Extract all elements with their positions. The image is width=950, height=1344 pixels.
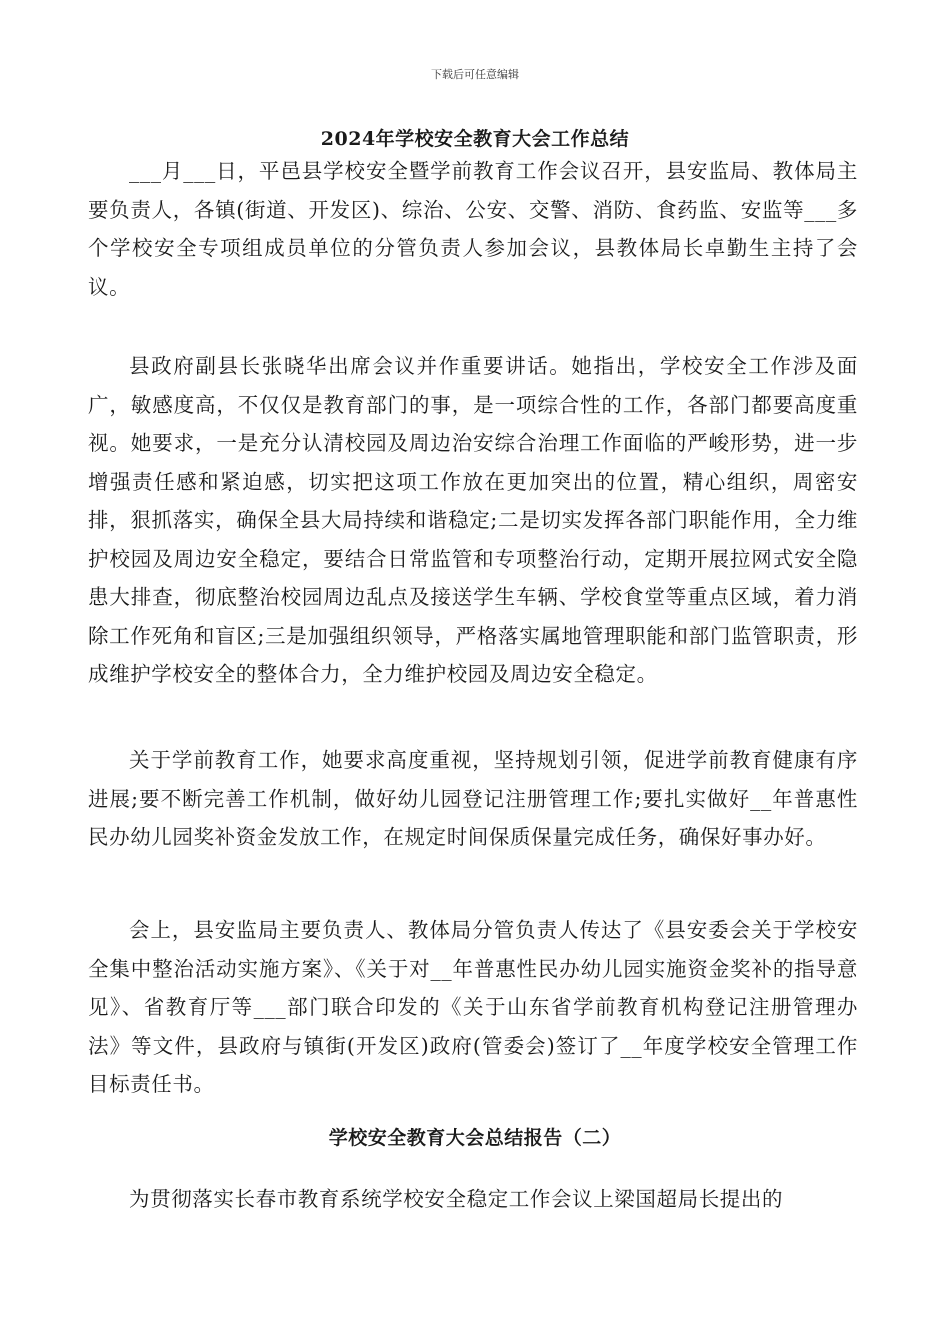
- header-note: 下载后可任意编辑: [431, 68, 519, 81]
- document-title: 2024年学校安全教育大会工作总结: [320, 128, 630, 150]
- paragraph-text: ___月___日，平邑县学校安全暨学前教育工作会议召开，县安监局、教体局主要负责人，各镇(街道、开发区)、综治、公安、交警、消防、食药监、安监等___多个学校安全专项组成员单位的分管负责人参加会议，县教体局长卓勤生主持了会议。: [88, 159, 858, 299]
- section-subtitle: 学校安全教育大会总结报告（二）: [328, 1127, 622, 1149]
- paragraph-3: [88, 741, 858, 857]
- paragraph-5: [88, 1180, 858, 1219]
- paragraph-1: [88, 152, 858, 306]
- paragraph-text: 为贯彻落实长春市教育系统学校安全稳定工作会议上梁国超局长提出的: [129, 1187, 784, 1211]
- paragraph-2: [88, 347, 858, 694]
- paragraph-text: 县政府副县长张晓华出席会议并作重要讲话。她指出，学校安全工作涉及面广，敏感度高，不仅仅是教育部门的事，是一项综合性的工作，各部门都要高度重视。她要求，一是充分认清校园及周边治安综合治理工作面临的严峻形势，进一步增强责任感和紧迫感，切实把这项工作放在更加突出的位置，精心组织，周密安排，狠抓落实，确保全县大局持续和谐稳定;二是切实发挥各部门职能作用，全力维护校园及周边安全稳定，要结合日常监管和专项整治行动，定期开展拉网式安全隐患大排查，彻底整治校园周边乱点及接送学生车辆、学校食堂等重点区域，着力消除工作死角和盲区;三是加强组织领导，严格落实属地管理职能和部门监管职责，形成维护学校安全的整体合力，全力维护校园及周边安全稳定。: [88, 354, 858, 686]
- paragraph-text: 关于学前教育工作，她要求高度重视，坚持规划引领，促进学前教育健康有序进展;要不断完善工作机制，做好幼儿园登记注册管理工作;要扎实做好__年普惠性民办幼儿园奖补资金发放工作，在规定时间保质保量完成任务，确保好事办好。: [88, 748, 858, 849]
- paragraph-4: [88, 911, 858, 1104]
- paragraph-text: 会上，县安监局主要负责人、教体局分管负责人传达了《县安委会关于学校安全集中整治活动实施方案》、《关于对__年普惠性民办幼儿园实施资金奖补的指导意见》、省教育厅等___部门联合印发的《关于山东省学前教育机构登记注册管理办法》等文件，县政府与镇街(开发区)政府(管委会)签订了__年度学校安全管理工作目标责任书。: [88, 918, 858, 1096]
